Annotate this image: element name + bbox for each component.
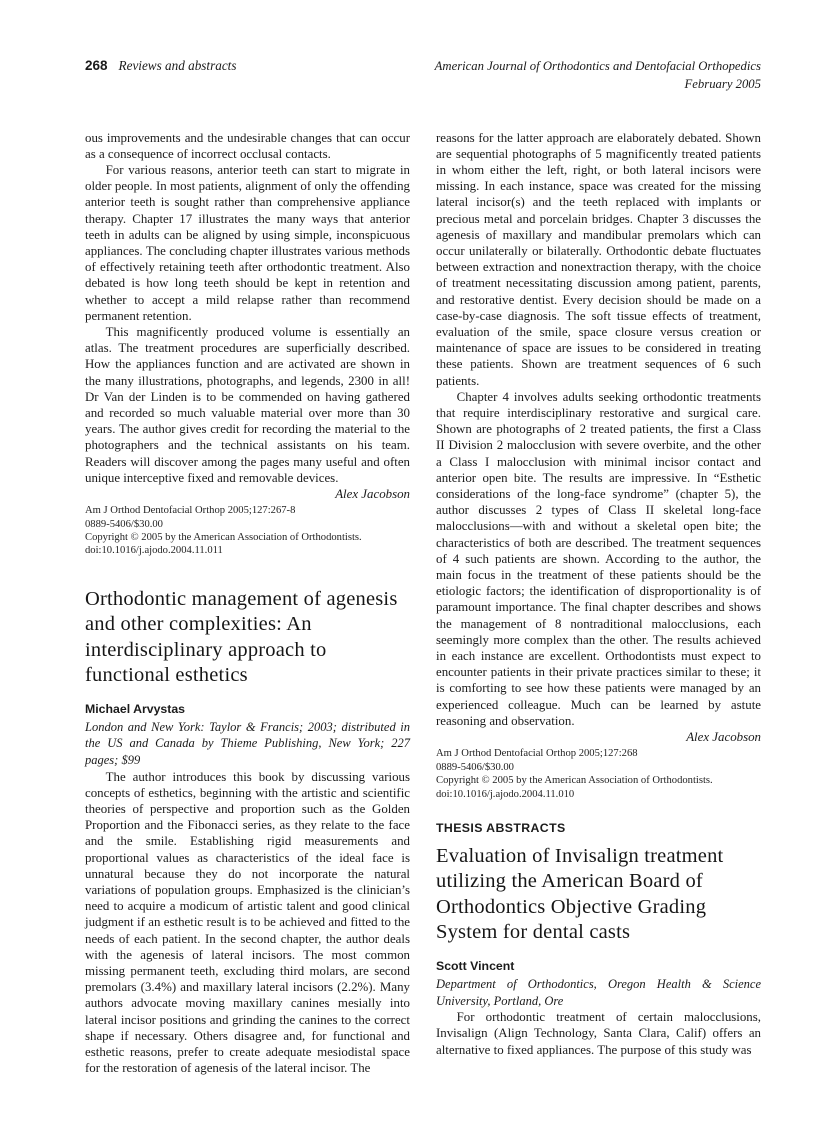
thesis-title: Evaluation of Invisalign treatment utilizing the American Board of Orthodontics Objective Grading System for dental casts bbox=[436, 844, 724, 944]
thesis-author: Scott Vincent bbox=[436, 958, 515, 973]
reviewer-signature: Alex Jacobson bbox=[686, 730, 761, 745]
page-number: 268 bbox=[85, 58, 108, 73]
citation-block bbox=[85, 504, 410, 558]
paragraph: This magnificently produced volume is essentially an atlas. The treatment procedures are superficially described. How the appliances function and are activated are shown in the many illustrations, photographs, and legends, 2300 in all! Dr Van der Linden is to be commended on having gathered and recorded so much valuable material over more than 30 years. The author gives credit for recording the material to the photographers and the technical assistants on his team. Readers will discover among the pages many useful and often unique interceptive fixed and removable devices. bbox=[85, 325, 410, 485]
citation-line: doi:10.1016/j.ajodo.2004.11.010 bbox=[436, 788, 575, 800]
review-source: London and New York: Taylor & Francis; 2003; distributed in the US and Canada by Thieme Publishing, New York; 227 pages; $99 bbox=[85, 719, 410, 768]
citation-line: Copyright © 2005 by the American Association of Orthodontists. bbox=[85, 532, 362, 544]
left-column bbox=[85, 130, 410, 1077]
thesis-affiliation: Department of Orthodontics, Oregon Health & Science University, Portland, Ore bbox=[436, 976, 761, 1008]
paragraph: Chapter 4 involves adults seeking orthodontic treatments that require interdisciplinary restorative and surgical care. Shown are photographs of 2 treated patients, the first a Class II Division 2 malocclusion with severe overbite, and the other a Class I malocclusion with minimal incisor contact and anterior open bite. The results are impressive. In “Esthetic considerations of the long-face syndrome” (chapter 5), the author discusses 2 types of Class II skeletal long-face malocclusions—with and without a skeletal open bite; the characteristics of both are described. The treatment sequences of 4 such patients are shown. According to the author, the main focus in the treatment of these patients should be the etiologic factors; the identification of disproportionality is of paramount importance. The final chapter describes and shows the management of 8 nontraditional malocclusions, each seemingly more complex than the other. The results achieved in each instance are excellent. Orthodontists must expect to encounter patients in their private practices similar to these; it is comforting to see how these patients were managed by an experienced colleague. Much can be learned by astute reasoning and observation. bbox=[436, 389, 761, 728]
paragraph: The author introduces this book by discussing various concepts of esthetics, beginning with the artistic and scientific theories of perspective and proportion such as the Golden Proportion and the Fibonacci series, as they relate to the face and the smile. Establishing rigid measurements and proportional values as characteristics of the ideal face is unnatural because they do not incorporate the natural variations of population groups. Emphasized is the clinician’s need to acquire a modicum of artistic talent and good clinical judgment if an esthetic result is to be achieved and fitted to the needs of each patient. In the second chapter, the author deals with the agenesis of lateral incisors. The most common missing permanent teeth, excluding third molars, are second premolars (3.4%) and maxillary lateral incisors (2.2%). Many authors advocate moving maxillary canines mesially into lateral incisor positions and grinding the canines to the correct shape if necessary. Others disagree and, for functional and esthetic reasons, prefer to create adequate mesiodistal space for the restoration of agenesis of the lateral incisor. The bbox=[85, 769, 410, 1076]
review-author: Michael Arvystas bbox=[85, 701, 186, 716]
review-title: Orthodontic management of agenesis and other complexities: An interdisciplinary approach to functional esthetics bbox=[85, 587, 398, 687]
running-section-title: Reviews and abstracts bbox=[118, 58, 237, 73]
citation-line: Copyright © 2005 by the American Association of Orthodontists. bbox=[436, 775, 713, 787]
right-column bbox=[436, 130, 761, 1077]
thesis-abstracts-label: THESIS ABSTRACTS bbox=[436, 820, 566, 835]
paragraph: For various reasons, anterior teeth can start to migrate in older people. In most patients, alignment of only the offending anterior teeth is sought rather than comprehensive appliance therapy. Chapter 17 illustrates the many ways that anterior teeth in adults can be aligned by using simple, inconspicuous appliances. The concluding chapter illustrates various methods of effectively retaining teeth after orthodontic treatment. Also debated is how long teeth should be kept in retention and whether to accept a mild relapse rather than recommend permanent retention. bbox=[85, 162, 410, 323]
citation-line: 0889-5406/$30.00 bbox=[85, 518, 163, 530]
citation-line: doi:10.1016/j.ajodo.2004.11.011 bbox=[85, 545, 223, 557]
citation-line: Am J Orthod Dentofacial Orthop 2005;127:267-8 bbox=[85, 505, 296, 517]
header-left bbox=[85, 58, 236, 74]
citation-line: Am J Orthod Dentofacial Orthop 2005;127:268 bbox=[436, 748, 638, 760]
page-header bbox=[85, 58, 761, 94]
citation-block bbox=[436, 747, 761, 801]
paragraph: ous improvements and the undesirable changes that can occur as a consequence of incorrect occlusal contacts. bbox=[85, 130, 410, 161]
two-column-layout bbox=[85, 130, 761, 1077]
reviewer-signature: Alex Jacobson bbox=[335, 487, 410, 502]
paragraph: For orthodontic treatment of certain malocclusions, Invisalign (Align Technology, Santa Clara, Calif) offers an alternative to fixed appliances. The purpose of this study was bbox=[436, 1010, 761, 1057]
citation-line: 0889-5406/$30.00 bbox=[436, 761, 514, 773]
issue-date: February 2005 bbox=[684, 76, 761, 91]
journal-title: American Journal of Orthodontics and Dentofacial Orthopedics bbox=[434, 59, 761, 73]
header-right bbox=[435, 58, 761, 94]
paragraph: reasons for the latter approach are elaborately debated. Shown are sequential photographs of 5 magnificently treated patients in whom either the left, right, or both lateral incisors were missing. In each instance, space was created for the missing lateral incisor(s) and the teeth replaced with implants or precious metal and porcelain bridges. Chapter 3 discusses the agenesis of maxillary and mandibular premolars which can occur unilaterally or bilaterally. Orthodontic debate fluctuates between extraction and nonextraction therapy, with the choice of treatment necessitating discussion among patient, parents, and restorative dentist. Every decision should be made on a case-by-case diagnosis. The soft tissue effects of treatment, evaluation of the smile, space closure versus creation or maintenance of space are issues to be considered in treating these patients. Shown are treatment sequences of 6 such patients. bbox=[436, 130, 761, 388]
